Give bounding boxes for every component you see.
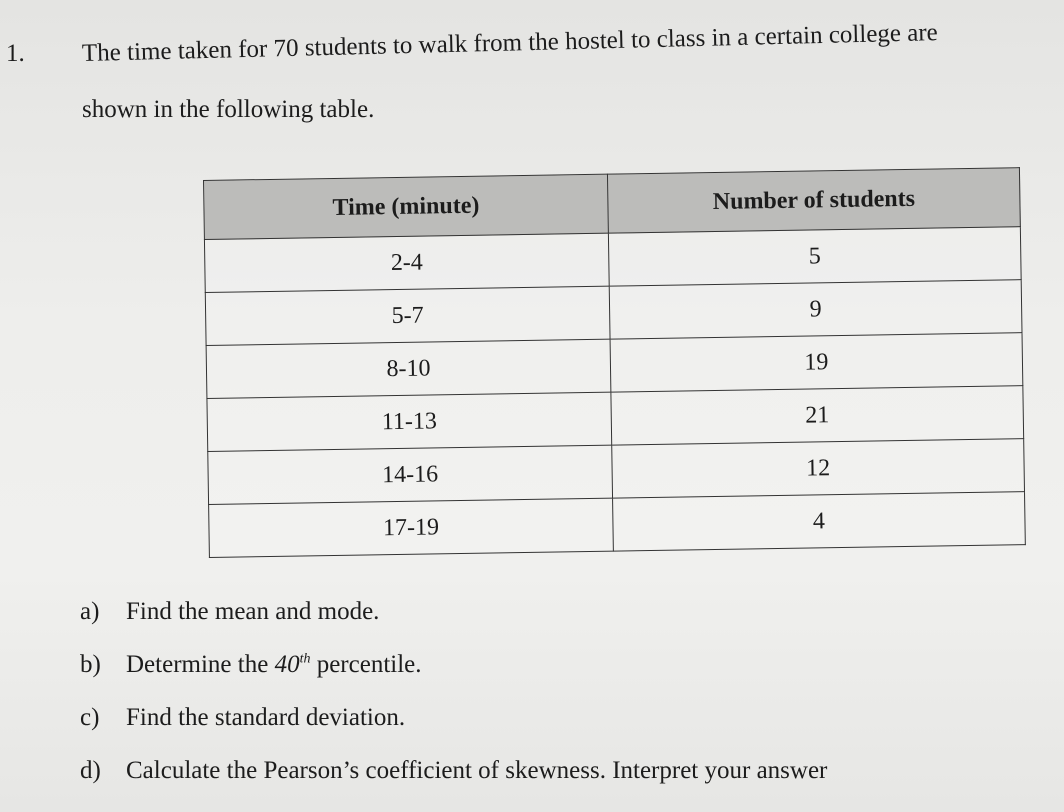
part-b bbox=[80, 651, 827, 704]
time-cell: 2-4 bbox=[204, 233, 609, 292]
question-parts bbox=[80, 598, 827, 810]
part-a-text: Find the mean and mode. bbox=[126, 598, 380, 625]
count-cell: 19 bbox=[610, 333, 1023, 392]
part-b-text-before: Determine the bbox=[126, 651, 269, 678]
question-text-line-2: shown in the following table. bbox=[82, 96, 375, 123]
count-cell: 4 bbox=[613, 492, 1026, 551]
header-time: Time (minute) bbox=[204, 174, 609, 239]
part-d bbox=[80, 757, 827, 810]
percentile-value: 40th bbox=[274, 651, 311, 678]
count-cell: 9 bbox=[609, 280, 1022, 339]
part-a bbox=[80, 598, 827, 651]
part-b-text-after: percentile. bbox=[316, 651, 422, 678]
part-d-text: Calculate the Pearson’s coefficient of skewness. Interpret your answer bbox=[126, 757, 828, 784]
time-cell: 8-10 bbox=[206, 339, 611, 398]
time-cell: 11-13 bbox=[207, 392, 612, 451]
question-text-line-1: The time taken for 70 students to walk from the hostel to class in a certain college are bbox=[81, 19, 939, 67]
time-cell: 14-16 bbox=[208, 445, 613, 504]
part-c bbox=[80, 704, 827, 757]
frequency-table bbox=[203, 167, 1026, 558]
part-b-label: b) bbox=[80, 651, 101, 678]
count-cell: 21 bbox=[611, 386, 1024, 445]
part-c-label: c) bbox=[80, 704, 100, 731]
part-a-label: a) bbox=[80, 598, 100, 625]
part-c-text: Find the standard deviation. bbox=[126, 704, 406, 731]
header-number-of-students: Number of students bbox=[607, 168, 1020, 233]
part-d-label: d) bbox=[80, 757, 101, 784]
count-cell: 12 bbox=[612, 439, 1025, 498]
question-number: 1. bbox=[6, 40, 25, 67]
time-cell: 5-7 bbox=[205, 286, 610, 345]
count-cell: 5 bbox=[608, 227, 1021, 286]
time-cell: 17-19 bbox=[209, 498, 614, 557]
